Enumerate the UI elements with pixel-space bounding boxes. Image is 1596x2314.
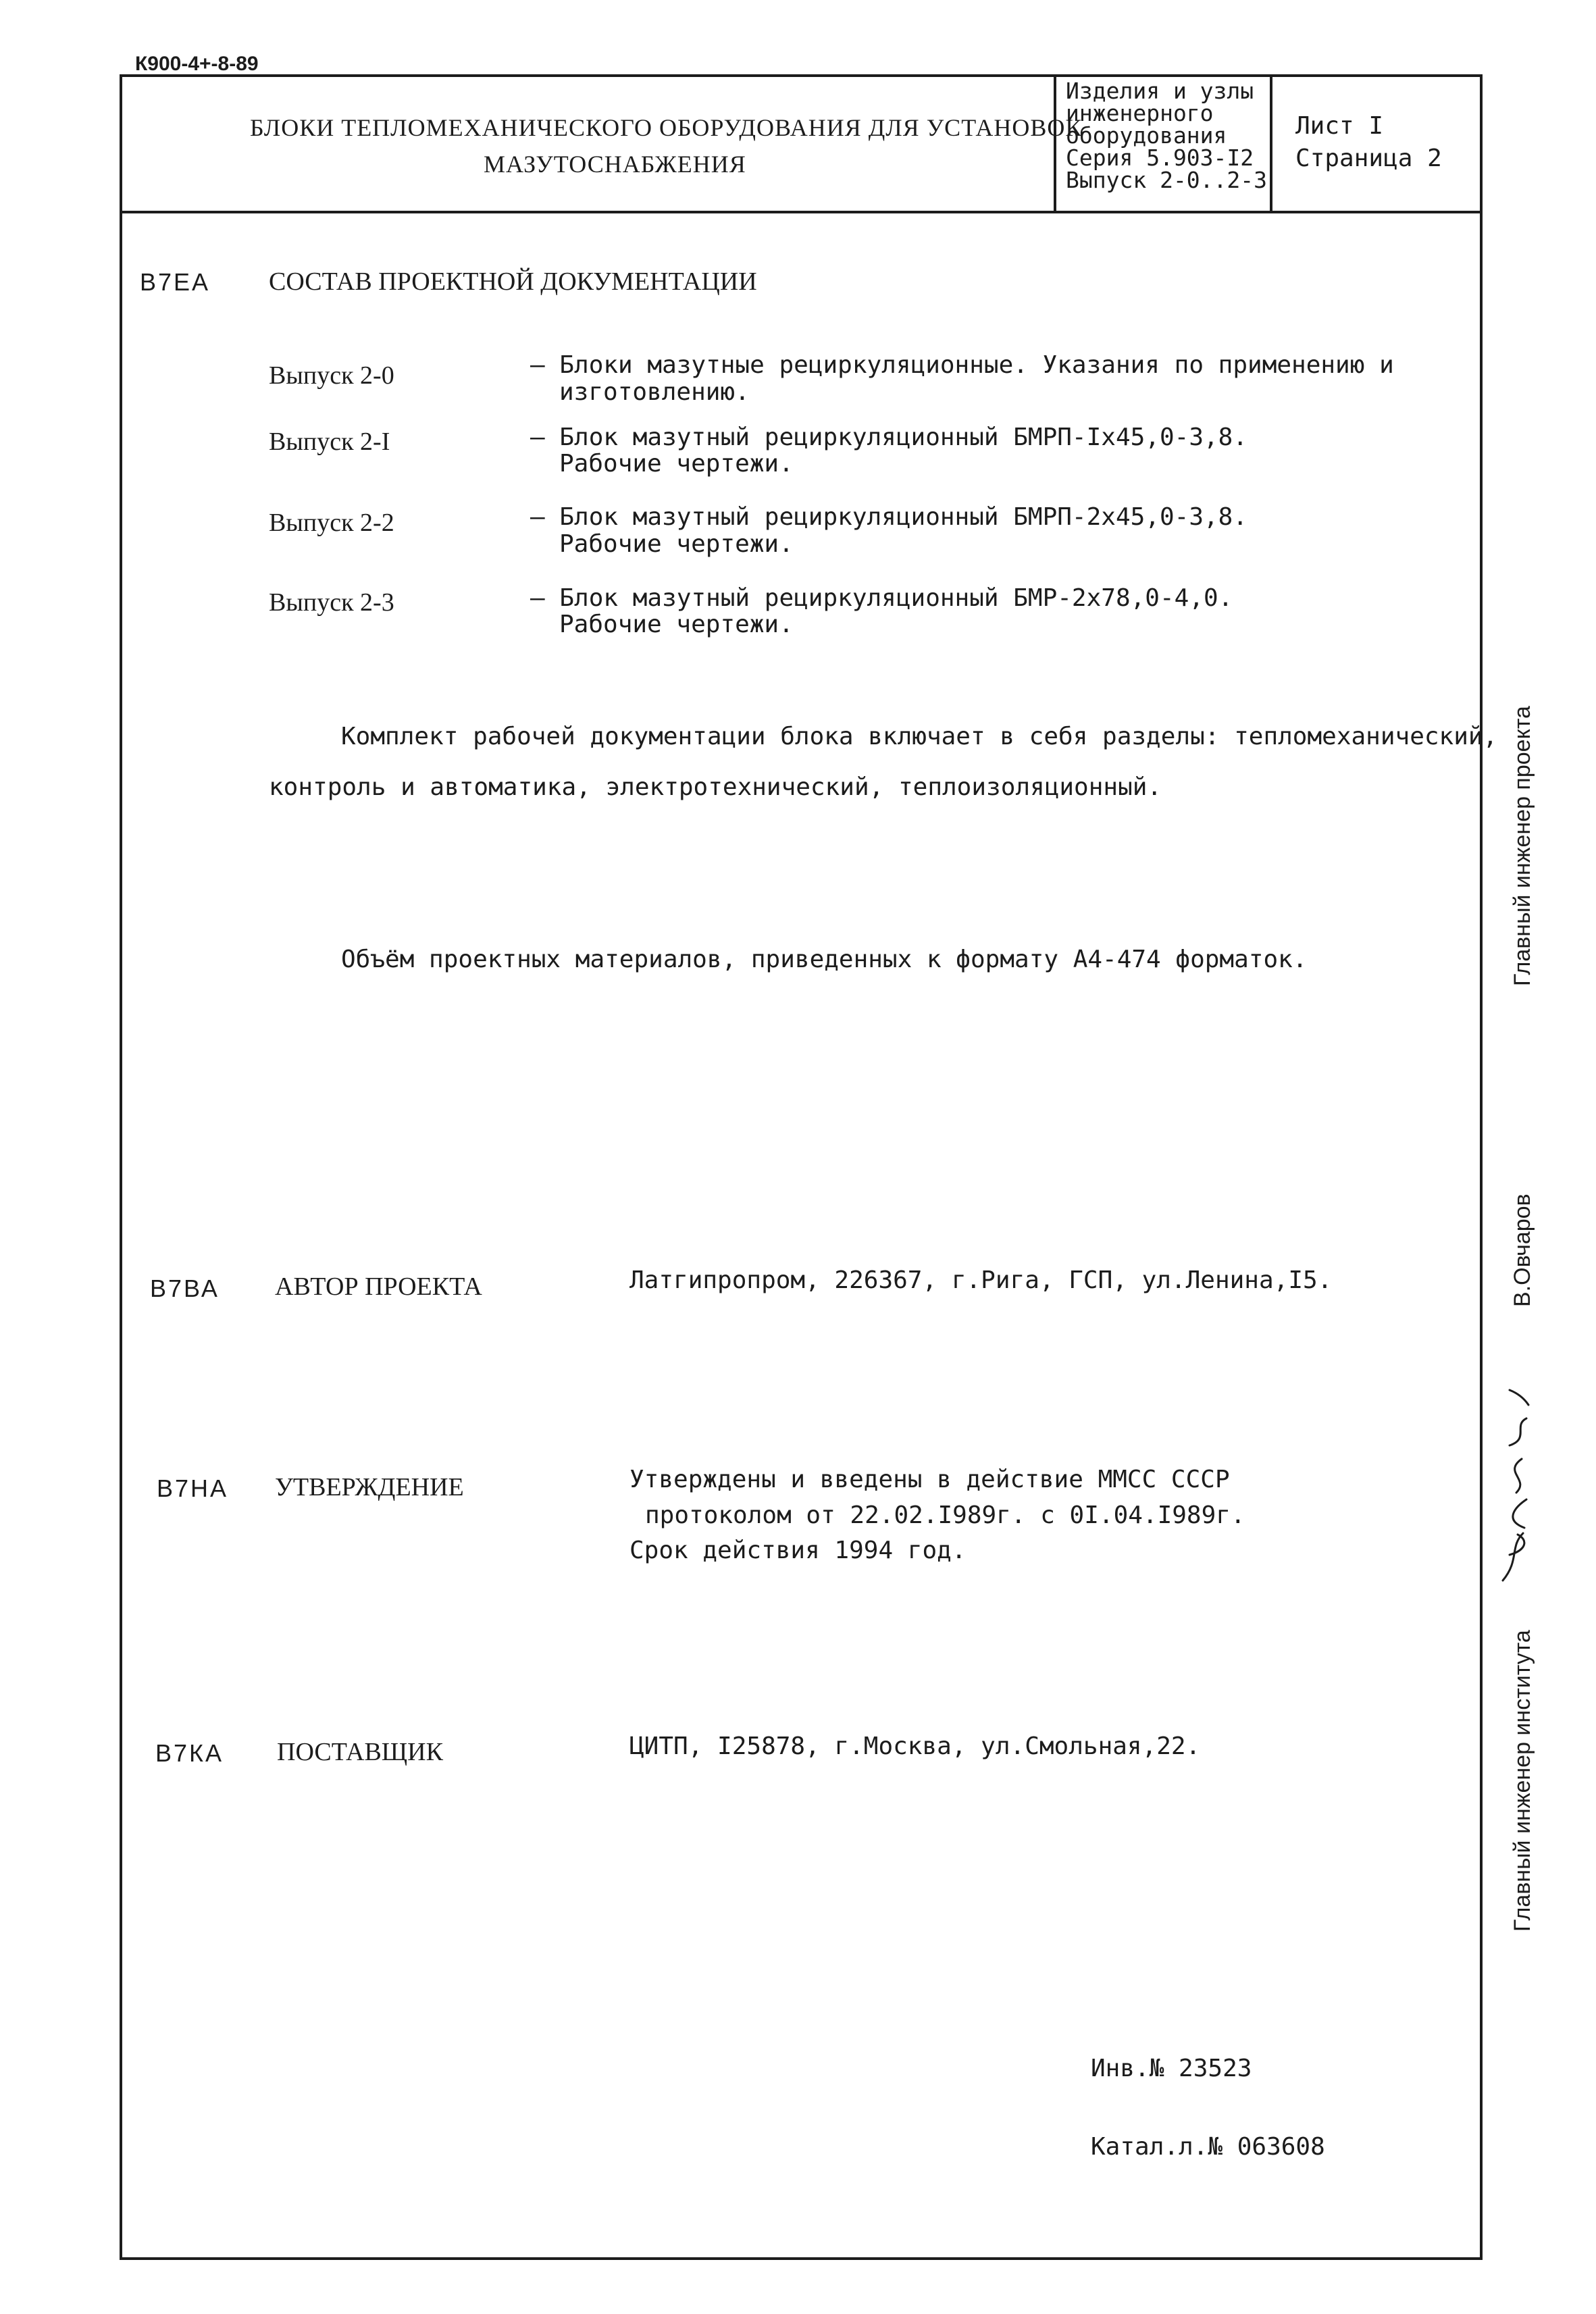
section-code-author: В7ВА bbox=[150, 1275, 220, 1302]
issue-description: – Блок мазутный рециркуляционный БМР-2х78,0-4,0. bbox=[530, 584, 1233, 612]
issue-description: – Блок мазутный рециркуляционный БМРП-Iх45,0-3,8. bbox=[530, 423, 1248, 451]
approval-line3: Срок действия 1994 год. bbox=[629, 1537, 967, 1564]
issue-description-cont: изготовлению. bbox=[559, 378, 750, 406]
section-heading-composition: СОСТАВ ПРОЕКТНОЙ ДОКУМЕНТАЦИИ bbox=[269, 267, 757, 296]
issue-label: Выпуск 2-0 bbox=[269, 361, 394, 390]
issue-label: Выпуск 2-3 bbox=[269, 588, 394, 617]
title-block-separator-2 bbox=[1270, 74, 1272, 211]
issue-description: – Блок мазутный рециркуляционный БМРП-2х45,0-3,8. bbox=[530, 503, 1248, 531]
supplier-value: ЦИТП, I25878, г.Москва, ул.Смольная,22. bbox=[629, 1732, 1201, 1760]
issue-label: Выпуск 2-2 bbox=[269, 509, 394, 537]
title-block-separator-1 bbox=[1054, 74, 1056, 211]
document-code: К900-4+-8-89 bbox=[135, 53, 259, 75]
series-line: Изделия и узлы bbox=[1066, 78, 1254, 104]
section-code-approval: В7НА bbox=[157, 1474, 229, 1502]
signature-icon bbox=[1489, 1378, 1543, 1594]
issue-label: Выпуск 2-I bbox=[269, 428, 390, 456]
issue-description-cont: Рабочие чертежи. bbox=[559, 450, 794, 478]
document-title-line2: МАЗУТОСНАБЖЕНИЯ bbox=[484, 151, 746, 178]
supplier-label: ПОСТАВЩИК bbox=[277, 1738, 443, 1766]
page-frame bbox=[120, 74, 1483, 2260]
series-line: оборудования bbox=[1066, 122, 1227, 149]
issue-description-cont: Рабочие чертежи. bbox=[559, 611, 794, 638]
documentation-paragraph-cont: контроль и автоматика, электротехнический, теплоизоляционный. bbox=[269, 773, 1162, 801]
page-number: Страница 2 bbox=[1295, 145, 1442, 172]
series-line: Серия 5.903-I2 bbox=[1066, 145, 1254, 171]
title-block-divider bbox=[120, 211, 1483, 213]
sheet-number: Лист I bbox=[1295, 112, 1384, 140]
series-line: инженерного bbox=[1066, 100, 1214, 126]
issue-description-cont: Рабочие чертежи. bbox=[559, 530, 794, 558]
documentation-paragraph: Комплект рабочей документации блока включает в себя разделы: тепломеханический, bbox=[341, 723, 1498, 750]
approval-line2: протоколом от 22.02.I989г. с 0I.04.I989г. bbox=[645, 1501, 1245, 1529]
series-block bbox=[1066, 80, 1267, 191]
section-code-supplier: В7КА bbox=[155, 1739, 224, 1767]
issue-description: – Блоки мазутные рециркуляционные. Указания по применению и bbox=[530, 351, 1394, 379]
catalog-number: Катал.л.№ 063608 bbox=[1091, 2133, 1325, 2161]
chief-institute-engineer-label: Главный инженер института bbox=[1510, 1630, 1535, 1932]
approval-line1: Утверждены и введены в действие ММСС СССР bbox=[629, 1466, 1230, 1493]
series-line: Выпуск 2-0..2-3 bbox=[1066, 167, 1268, 193]
inventory-number: Инв.№ 23523 bbox=[1091, 2055, 1252, 2082]
volume-note: Объём проектных материалов, приведенных к формату А4-474 форматок. bbox=[341, 946, 1308, 973]
author-label: АВТОР ПРОЕКТА bbox=[275, 1272, 482, 1301]
author-value: Латгипропром, 226367, г.Рига, ГСП, ул.Ленина,I5. bbox=[629, 1266, 1333, 1294]
section-code-composition: В7ЕА bbox=[140, 268, 211, 296]
chief-project-engineer-label: Главный инженер проекта bbox=[1510, 706, 1535, 986]
document-title-line1: БЛОКИ ТЕПЛОМЕХАНИЧЕСКОГО ОБОРУДОВАНИЯ ДЛЯ УСТАНОВОК bbox=[250, 114, 1083, 141]
approval-label: УТВЕРЖДЕНИЕ bbox=[275, 1473, 464, 1501]
chief-project-engineer-name: В.Овчаров bbox=[1510, 1193, 1535, 1307]
